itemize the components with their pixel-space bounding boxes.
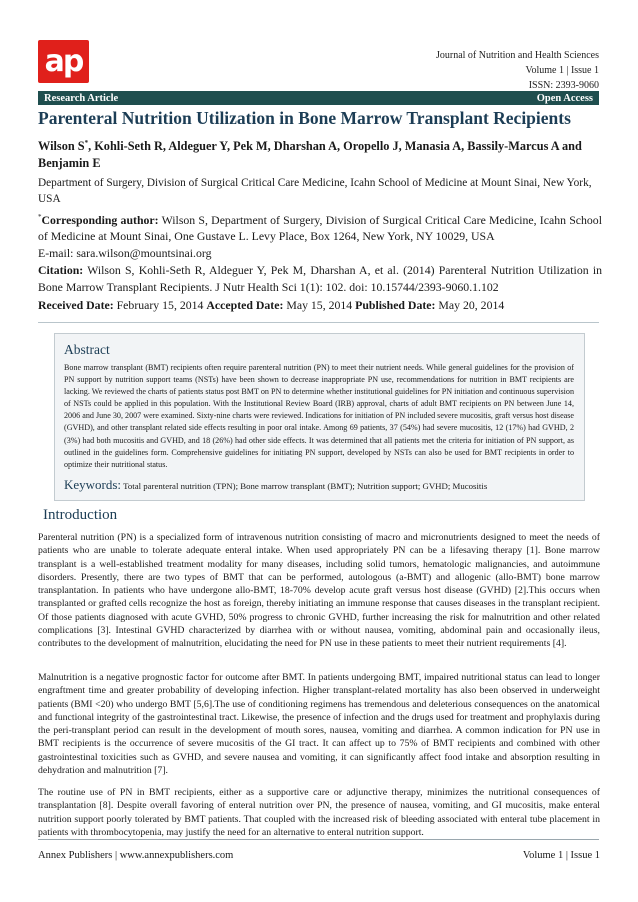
journal-name: Journal of Nutrition and Health Sciences	[435, 50, 599, 61]
citation-text: Wilson S, Kohli-Seth R, Aldeguer Y, Pek M, Dharshan A, et al. (2014) Parenteral Nutrition Utilization in Bone Marrow Transplant Recipients. J Nutr Health Sci 1(1): 102. doi: 10.15744/2393-9060.1.102	[38, 263, 602, 294]
journal-info	[436, 48, 599, 93]
corresponding-author-label: Corresponding author:	[41, 212, 159, 227]
received-date: February 15, 2014	[113, 298, 207, 312]
introduction-paragraph-2: Malnutrition is a negative prognostic factor for outcome after BMT. In patients undergoing BMT, impaired nutritional status can lead to longer engraftment time and greater probability of developing infection. Higher transplant-related mortality has also been observed in underweight patients (BMI <20) who undergo BMT [5,6].The use of conditioning regimens has tremendous and deleterious consequences on the anatomical and functional integrity of the gastrointestinal tract. Likewise, the presence of infection and the drugs used for treatment and prophylaxis during the peri-transplant period can result in the development of mouth sores, nausea, vomiting and diarrhea. A common indication for PN use in BMT recipients is the occurrence of severe mucositis of the GI tract. It can affect up to 75% of BMT recipients and combined with other gastrointestinal toxicities such as GVHD, and severe nausea and vomiting, it can significantly affect food intake and absorption resulting in dehydration and malnutrition [7].	[38, 672, 600, 777]
keywords-label: Keywords:	[64, 476, 122, 492]
publisher-logo-text: ap	[44, 43, 83, 79]
publisher-logo	[38, 40, 89, 83]
citation-label: Citation:	[38, 263, 84, 277]
keywords	[64, 476, 576, 494]
header-divider	[38, 322, 599, 323]
article-dates	[38, 297, 602, 313]
corresponding-author-mark: *	[38, 213, 42, 221]
corresponding-mark: *	[84, 139, 89, 147]
abstract-box	[54, 333, 585, 501]
author-list	[38, 135, 604, 172]
footer-publisher[interactable]: Annex Publishers | www.annexpublishers.com	[38, 850, 234, 861]
published-date: May 20, 2014	[435, 298, 505, 312]
keywords-text: Total parenteral nutrition (TPN); Bone marrow transplant (BMT); Nutrition support; GVHD; Mucositis	[121, 480, 488, 491]
open-access-label: Open Access	[536, 92, 593, 104]
accepted-label: Accepted Date:	[206, 298, 284, 312]
journal-issn: ISSN: 2393-9060	[528, 80, 599, 91]
corresponding-author-email[interactable]: E-mail: sara.wilson@mountsinai.org	[38, 245, 212, 260]
journal-volume: Volume 1 | Issue 1	[525, 65, 599, 76]
affiliation: Department of Surgery, Division of Surgical Critical Care Medicine, Icahn School of Medicine at Mount Sinai, New York, USA	[38, 177, 592, 205]
received-label: Received Date:	[38, 298, 114, 312]
article-type-banner	[38, 91, 599, 105]
abstract-heading: Abstract	[64, 342, 110, 357]
published-label: Published Date:	[355, 298, 436, 312]
article-type-label: Research Article	[44, 92, 119, 104]
introduction-paragraph-1: Parenteral nutrition (PN) is a specialized form of intravenous nutrition consisting of macro and micronutrients designed to meet the needs of patients who are unable to tolerate adequate enteral intake. When used appropriately PN can be a lifesaving therapy [1]. Bone marrow transplant is a well-established treatment modality for many diseases, including solid tumors, hematologic malignancies, and autoimmune disorders. Presently, there are two types of BMT that can be performed, autologous (a-BMT) and allogenic (allo-BMT) bone marrow transplantation. In patients who have undergone allo-BMT, 18-70% develop acute graft versus host disease (GVHD) [2].This occurs when transplanted or grafted cells recognize the host as foreign, thereby initiating an immune response that causes diseases in the transplant recipient. Of those patients diagnosed with acute GVHD, 50% progress to chronic GVHD, further increasing the risk for malnutrition and other related complications [3]. Intestinal GVHD characterized by diarrhea with or without nausea, vomiting, abdominal pain and occasionally ileus, contributes to the development of malnutrition, elucidating the need for PN use in these patients to meet their nutrient requirements [4].	[38, 532, 600, 650]
first-author: Wilson S	[38, 139, 85, 154]
footer-divider	[38, 839, 599, 840]
accepted-date: May 15, 2014	[283, 298, 356, 312]
introduction-paragraph-3: The routine use of PN in BMT recipients, either as a supportive care or adjunctive therapy, minimizes the nutritional consequences of transplantation [8]. Despite overall favoring of enteral nutrition over PN, the presence of nausea, vomiting, and GI mucositis, make enteral nutrition support poorly tolerated by BMT patients. That coupled with the increased risk of bleeding associated with enteral tube placement in patients with thrombocytopenia, may justify the need for an alternative to enteral nutrition support.	[38, 787, 600, 838]
article-title: Parenteral Nutrition Utilization in Bone Marrow Transplant Recipients	[38, 108, 571, 128]
citation	[38, 262, 602, 295]
corresponding-author-text: Wilson S, Department of Surgery, Division of Surgical Critical Care Medicine, Icahn School of Medicine at Mount Sinai, One Gustave L. Levy Place, Box 1264, New York, NY 10029, USA	[38, 212, 602, 244]
abstract-text: Bone marrow transplant (BMT) recipients often require parenteral nutrition (PN) to meet their nutrient needs. While general guidelines for the provision of PN support by nutrition support teams (NSTs) have been shown to decrease inappropriate PN use, recommendations for nutrition in BMT recipients are lacking. We reviewed the charts of patients status post BMT on PN to determine whether institutional guidelines for PN initiation and continuous supervision of NSTs could be applied in this population. With the Institutional Review Board (IRB) approval, charts of adult BMT recipients on PN between June 14, 2006 and June 30, 2007 were examined. Sixty-nine charts were reviewed. Indications for initiation of PN included severe mucositis, graft versus host disease (GVHD), and other transplant related side effects resulting in poor oral intake. Among 69 patients, 37 (54%) had severe mucositis, 12 (17%) had GVHD, 2 (3%) had both mucositis and GVHD, and 18 (26%) had other side effects. It was determined that all patients met the criteria for initiation of PN support, as outlined in the guidelines form. Comprehensive guidelines for initiating PN support, developed by NSTs can also be used for BMT recipients in order to optimize their nutritional status.	[64, 363, 574, 469]
footer-volume: Volume 1 | Issue 1	[522, 850, 600, 861]
other-authors: , Kohli-Seth R, Aldeguer Y, Pek M, Dharshan A, Oropello J, Manasia A, Bassily-Marcus A and Benjamin E	[38, 139, 582, 171]
corresponding-author	[38, 209, 602, 261]
introduction-heading: Introduction	[43, 507, 118, 523]
